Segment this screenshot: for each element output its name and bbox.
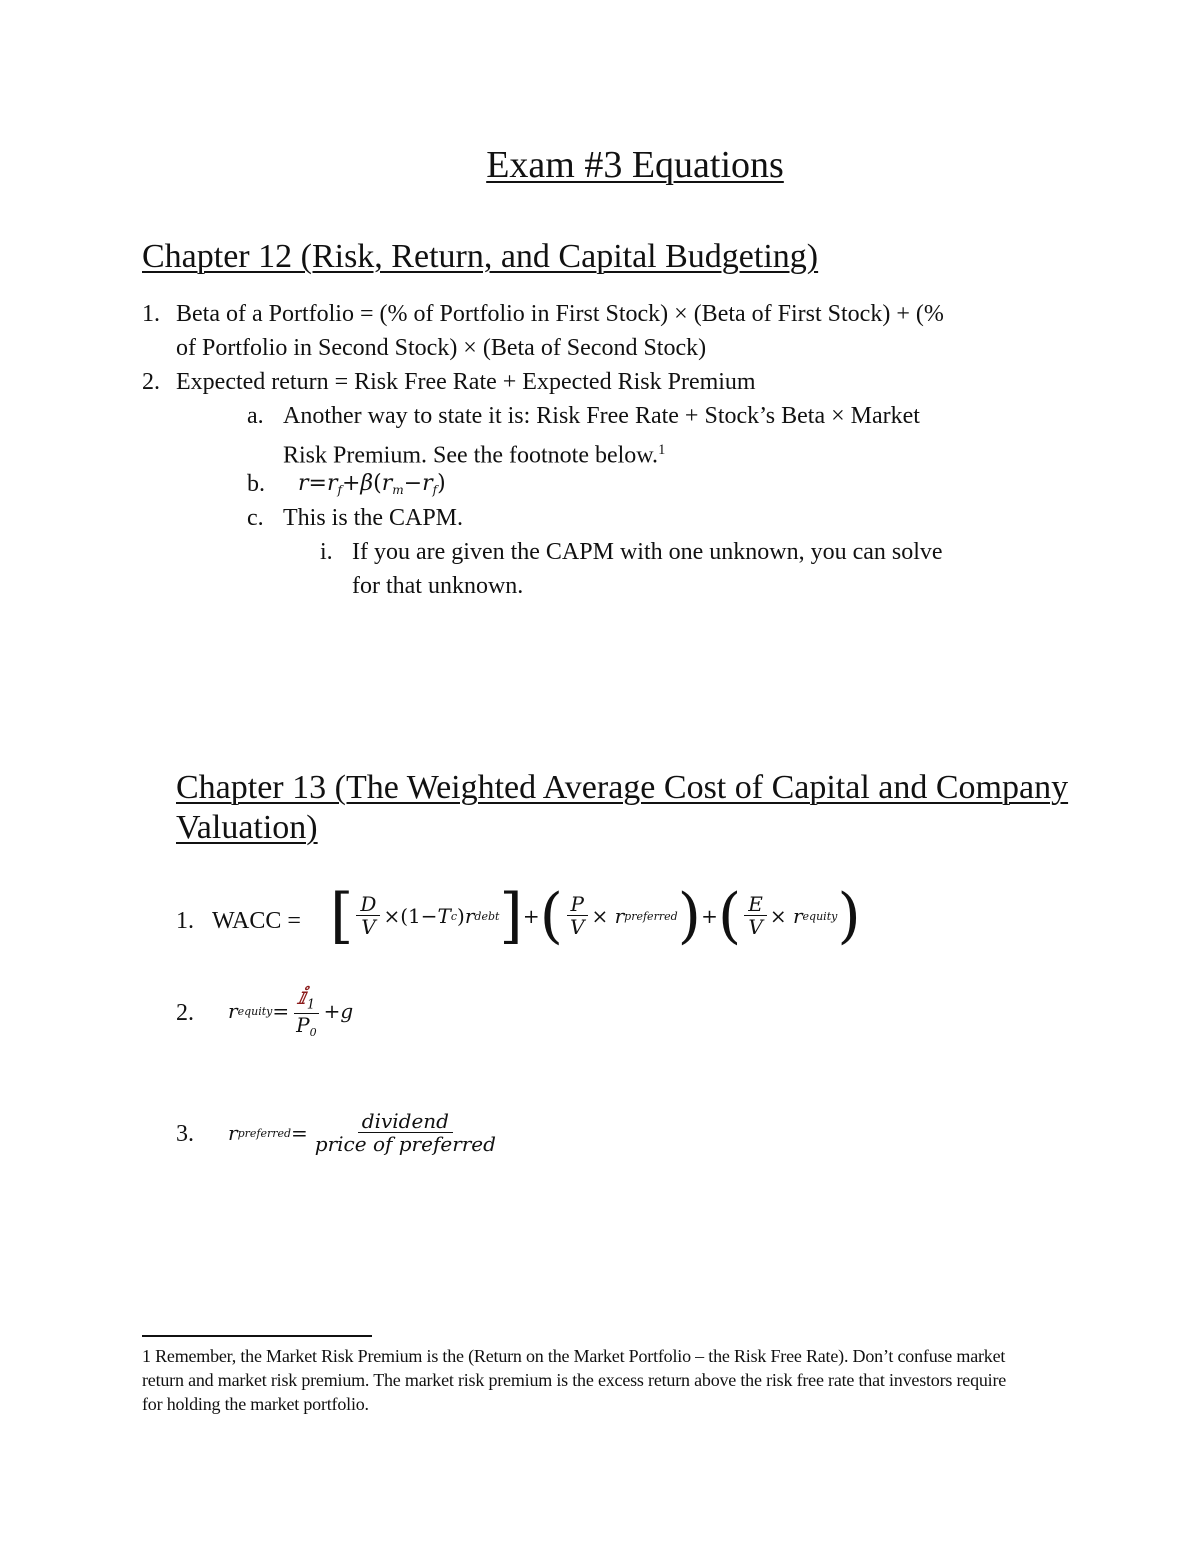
fraction-dividend: dividend [358,1110,453,1133]
footnote-reference[interactable]: 1 [658,442,666,458]
ch12-item-1 [142,297,160,331]
ch12-item-2ci-text [352,535,1052,603]
ch12-item-1-number: 1. [142,301,160,327]
sub-preferred-wacc: preferred [624,909,678,923]
page-title: Exam #3 Equations [486,144,784,186]
capm-equation: $r=r_f+\beta(r_m-r_f)$ [298,471,446,498]
chapter-13-heading-line2: Valuation) [176,809,318,846]
ch12-item-2a-line1: Another way to state it is: Risk Free Rate + Stock’s Beta × Market [283,403,920,429]
ch12-item-2ci-line1: If you are given the CAPM with one unknown, you can solve [352,539,943,565]
div-symbol: ⅈ$_1$ [294,983,320,1014]
ch12-item-1-line1: Beta of a Portfolio = (% of Portfolio in First Stock) × (Beta of First Stock) + (% [176,301,944,327]
footnote-line1: 1 Remember, the Market Risk Premium is the (Return on the Market Portfolio – the Risk Free Rate). Don’t confuse market [142,1346,1006,1366]
ch12-item-2a-label: a. [247,403,264,429]
wacc-equation: [ $\frac{D}{V}$ ×(1− T c ) r debt ] + ( $\frac{P}{V}$ × r preferred ) + ( $\frac{E}{V}$ × r equity ) [330,881,861,951]
ch12-item-2c-label: c. [247,505,264,531]
ch13-item-1-number: 1. [176,908,194,934]
ch12-item-2c-text: This is the CAPM. [283,505,464,531]
ch12-item-2-number: 2. [142,369,160,395]
cost-of-preferred-equation: r preferred = $\frac{\text{dividend}}{\text{price of preferred}}$ [228,1100,503,1166]
ch13-item-2-number: 2. [176,1000,194,1026]
ch12-item-2-text: Expected return = Risk Free Rate + Expected Risk Premium [176,369,756,395]
ch12-item-2a-text [283,399,1043,473]
chapter-13-heading-line1: Chapter 13 (The Weighted Average Cost of Capital and Company [176,769,1069,806]
chapter-13-heading [176,768,1068,848]
footnote-line3: for holding the market portfolio. [142,1394,369,1414]
footnote-separator [142,1335,372,1337]
footnote [142,1344,1117,1416]
ch12-item-1-line2: of Portfolio in Second Stock) × (Beta of Second Stock) [176,335,707,361]
cost-of-equity-equation: r equity = $\frac{ⅈ_1}{P_0}$ + g [228,981,354,1039]
sub-debt: debt [474,909,500,923]
ch12-item-2b-label: b. [247,471,265,497]
sub-equity-wacc: equity [802,909,838,923]
ch12-item-2ci-label: i. [320,539,333,565]
sub-equity: equity [237,1004,273,1018]
ch12-item-1-text [176,297,1076,365]
ch12-item-2a-line2-text: Risk Premium. See the footnote below. [283,442,659,469]
fraction-price-of-preferred: price of preferred [314,1132,496,1156]
ch13-item-3-number: 3. [176,1121,194,1147]
footnote-line2: return and market risk premium. The market risk premium is the excess return above the risk free rate that investors require [142,1370,1007,1390]
chapter-12-heading: Chapter 12 (Risk, Return, and Capital Budgeting) [142,238,819,275]
ch12-item-2ci-line2: for that unknown. [352,573,524,599]
wacc-label: WACC = [212,908,301,934]
sub-preferred: preferred [237,1126,292,1140]
